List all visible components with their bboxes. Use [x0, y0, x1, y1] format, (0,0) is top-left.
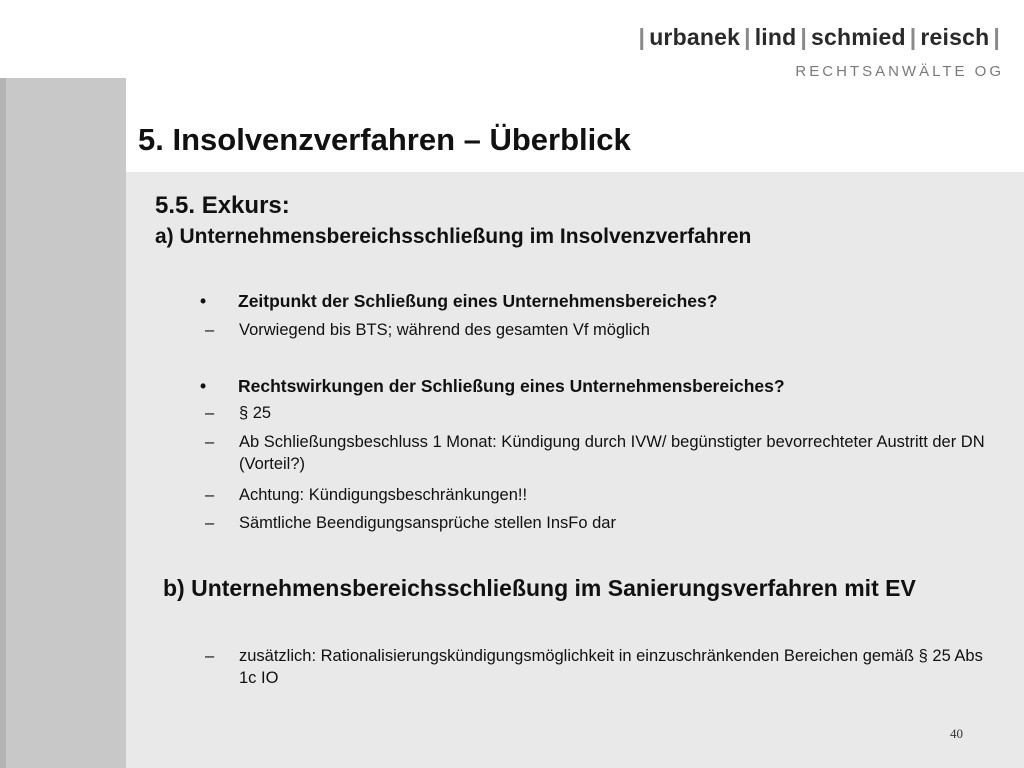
bullet-text: Zeitpunkt der Schließung eines Unternehmensbereiches?: [238, 291, 718, 311]
dash-icon: –: [205, 433, 215, 451]
logo-name-lind: lind: [754, 24, 797, 50]
logo-separator: |: [800, 24, 808, 50]
dash-text: Sämtliche Beendigungsansprüche stellen InsFo dar: [239, 514, 616, 532]
logo-separator: |: [744, 24, 751, 50]
slide-title: 5. Insolvenzverfahren – Überblick: [138, 122, 631, 157]
logo-name-schmied: schmied: [811, 24, 906, 50]
dash-icon: –: [205, 404, 215, 422]
subheading-a: a) Unternehmensbereichsschließung im Insolvenzverfahren: [155, 225, 752, 248]
dash-text: Achtung: Kündigungsbeschränkungen!!: [239, 486, 528, 504]
dash-text: zusätzlich: Rationalisierungskündigungsmöglichkeit in einzuschränkenden Bereichen gemäß § 25 Abs 1c IO: [239, 647, 983, 687]
left-bar-edge: [0, 78, 6, 768]
dash-text: Vorwiegend bis BTS; während des gesamten Vf möglich: [239, 321, 650, 339]
dash-text: Ab Schließungsbeschluss 1 Monat: Kündigung durch IVW/ begünstigter bevorrechteter Austritt der DN (Vorteil?): [239, 433, 985, 473]
dash-icon: –: [205, 321, 215, 339]
dash-icon: –: [205, 647, 215, 665]
left-decorative-bar: [0, 78, 126, 768]
bullet-text: Rechtswirkungen der Schließung eines Unternehmensbereiches?: [238, 376, 785, 396]
dash-item: [205, 431, 1019, 475]
bullet-icon: •: [200, 376, 207, 396]
subheading-b: b) Unternehmensbereichsschließung im Sanierungsverfahren mit EV: [163, 575, 916, 601]
dash-item: [205, 512, 1019, 534]
dash-item: [205, 402, 1019, 424]
dash-icon: –: [205, 486, 215, 504]
dash-item: [205, 645, 999, 689]
dash-icon: –: [205, 514, 215, 532]
dash-item: [205, 484, 1019, 506]
logo-names: [635, 24, 1004, 51]
bullet-item: [200, 376, 785, 397]
firm-logo: [635, 24, 1004, 80]
page-number: 40: [950, 726, 963, 741]
logo-separator: |: [993, 24, 1000, 50]
logo-name-urbanek: urbanek: [649, 24, 741, 50]
logo-separator: |: [638, 24, 646, 50]
dash-item: [205, 319, 1019, 341]
logo-subtitle: RECHTSANWÄLTE OG: [795, 63, 1004, 80]
logo-separator: |: [909, 24, 917, 50]
section-heading: 5.5. Exkurs:: [155, 192, 290, 219]
dash-text: § 25: [239, 404, 272, 422]
bullet-icon: •: [200, 291, 207, 311]
bullet-item: [200, 291, 717, 312]
logo-name-reisch: reisch: [920, 24, 990, 50]
